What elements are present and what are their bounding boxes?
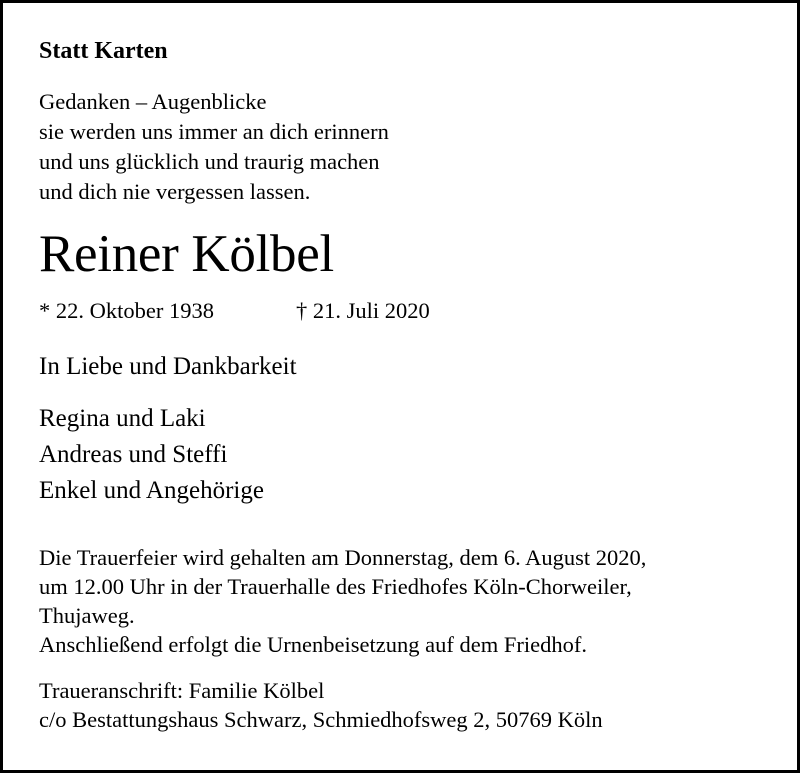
funeral-service-info — [39, 543, 646, 659]
address-line: Traueranschrift: Familie Kölbel — [39, 678, 325, 703]
mourner: Enkel und Angehörige — [39, 477, 264, 504]
death-date: † 21. Juli 2020 — [296, 298, 430, 323]
poem — [39, 87, 389, 207]
mourner: Regina und Laki — [39, 405, 206, 432]
poem-line: und dich nie vergessen lassen. — [39, 179, 311, 204]
mourning-address — [39, 676, 603, 734]
poem-line: Gedanken – Augenblicke — [39, 89, 267, 114]
poem-line: sie werden uns immer an dich erinnern — [39, 119, 389, 144]
address-line: c/o Bestattungshaus Schwarz, Schmiedhofsweg 2, 50769 Köln — [39, 707, 603, 732]
dedication: In Liebe und Dankbarkeit — [39, 353, 297, 380]
notice-header: Statt Karten — [39, 38, 168, 64]
service-line: um 12.00 Uhr in der Trauerhalle des Friedhofes Köln-Chorweiler, — [39, 574, 632, 599]
life-dates — [39, 298, 430, 323]
service-line: Thujaweg. — [39, 603, 135, 628]
poem-line: und uns glücklich und traurig machen — [39, 149, 380, 174]
mourners-list — [39, 401, 264, 509]
deceased-name: Reiner Kölbel — [39, 225, 334, 283]
service-line: Anschließend erfolgt die Urnenbeisetzung auf dem Friedhof. — [39, 632, 587, 657]
birth-date: * 22. Oktober 1938 — [39, 298, 214, 323]
mourner: Andreas und Steffi — [39, 441, 228, 468]
service-line: Die Trauerfeier wird gehalten am Donnerstag, dem 6. August 2020, — [39, 545, 647, 570]
